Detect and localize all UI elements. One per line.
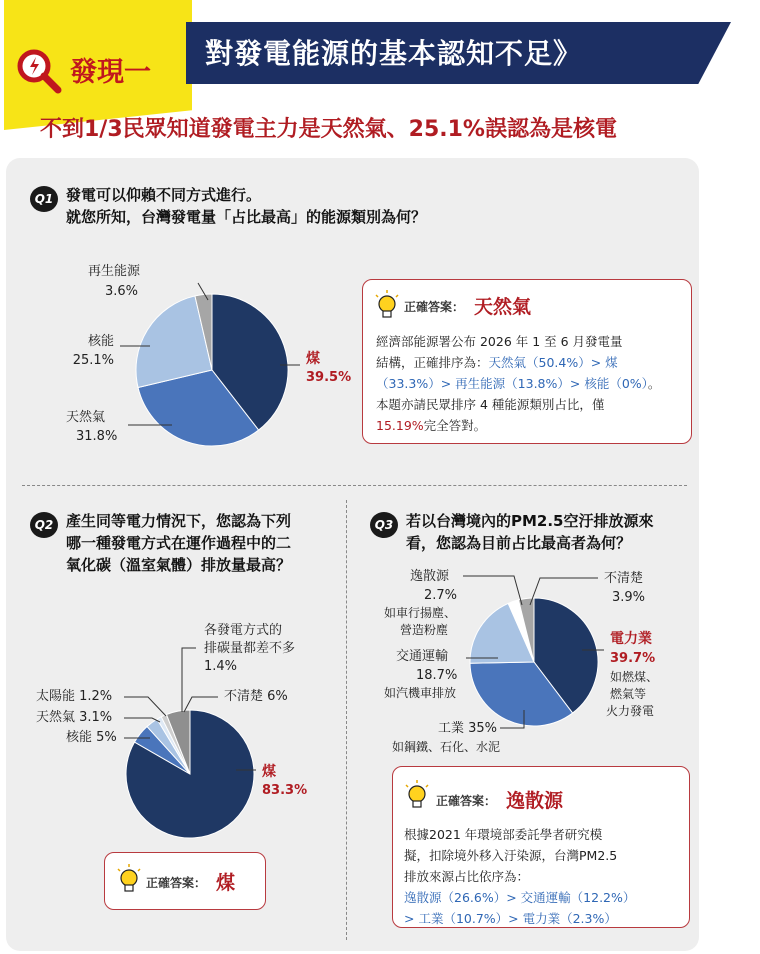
q3-label-fugitive-note1: 如車行揚塵、 bbox=[384, 606, 457, 620]
q3-answer-line4: 逸散源（26.6%）> 交通運輸（12.2%） bbox=[404, 890, 636, 905]
q3-label-power-note2: 燃氣等 bbox=[610, 687, 647, 701]
q2-label-coal-pct: 83.3% bbox=[262, 783, 308, 798]
q2-label-gas: 天然氣 3.1% bbox=[36, 710, 113, 725]
q2-label-same-pct: 1.4% bbox=[204, 659, 238, 674]
q3-label-industry-name: 工業 35% bbox=[438, 721, 498, 736]
q3-label-traffic-note: 如汽機車排放 bbox=[384, 686, 457, 700]
q2-question-line1: 產生同等電力情況下，您認為下列 bbox=[66, 512, 292, 530]
q3-question-line1: 若以台灣境內的PM2.5空汙排放源來 bbox=[406, 512, 654, 530]
q1-answer-line3: （33.3%）> 再生能源（13.8%）> 核能（0%）。 bbox=[376, 376, 661, 391]
q3-answer-body bbox=[404, 824, 684, 929]
q3-label-industry-note: 如鋼鐵、石化、水泥 bbox=[392, 740, 501, 754]
q2-question-line3: 氧化碳（溫室氣體）排放量最高？ bbox=[66, 556, 292, 574]
q1-label-gas-pct: 31.8% bbox=[76, 429, 118, 444]
q2-label-same-line2: 排碳量都差不多 bbox=[204, 641, 296, 656]
q3-answer-line2: 擬，扣除境外移入汙染源，台灣PM2.5 bbox=[404, 848, 618, 863]
q2-badge: Q2 bbox=[30, 512, 58, 538]
q2-question-line2: 哪一種發電方式在運作過程中的二 bbox=[66, 534, 292, 552]
q3-label-power-note3: 火力發電 bbox=[606, 704, 655, 718]
q3-label-traffic-pct: 18.7% bbox=[416, 668, 458, 683]
q2-label-solar: 太陽能 1.2% bbox=[36, 689, 113, 704]
q2-label-coal-name: 煤 bbox=[262, 764, 276, 780]
q3-label-traffic-name: 交通運輸 bbox=[396, 649, 449, 664]
q1-label-renewable-name: 再生能源 bbox=[87, 264, 140, 279]
q3-label-fugitive-pct: 2.7% bbox=[424, 588, 458, 603]
section-divider-vertical bbox=[346, 500, 347, 940]
q3-label-unknown-name: 不清楚 bbox=[604, 571, 644, 586]
q1-label-coal-pct: 39.5% bbox=[306, 370, 352, 385]
q2-label-same-line1: 各發電方式的 bbox=[204, 623, 283, 638]
q1-label-nuclear-pct: 25.1% bbox=[72, 353, 114, 368]
q2-answer-value: 煤 bbox=[216, 872, 236, 894]
q3-answer-prefix: 正確答案： bbox=[436, 794, 497, 808]
lightbulb-icon bbox=[374, 290, 400, 324]
q3-label-power-pct: 39.7% bbox=[610, 651, 656, 666]
q1-answer-body bbox=[376, 331, 686, 436]
q1-answer-line4: 本題亦請民眾排序 4 種能源類別占比，僅 bbox=[376, 397, 605, 412]
q3-leader-fugitive bbox=[463, 576, 522, 605]
q3-label-power-note1: 如燃煤、 bbox=[610, 670, 659, 684]
lightbulb-icon bbox=[116, 864, 142, 898]
q1-answer-line1: 經濟部能源署公布 2026 年 1 至 6 月發電量 bbox=[376, 334, 623, 349]
page-title: 對發電能源的基本認知不足》 bbox=[205, 37, 583, 70]
q2-answer-prefix: 正確答案： bbox=[146, 876, 207, 890]
q3-label-fugitive-note2: 營造粉塵 bbox=[400, 623, 449, 637]
q3-answer-line1: 根據2021 年環境部委託學者研究模 bbox=[404, 827, 603, 842]
q3-label-unknown-pct: 3.9% bbox=[612, 590, 646, 605]
q1-label-gas-name: 天然氣 bbox=[66, 410, 106, 425]
q3-question-line2: 看，您認為目前占比最高者為何？ bbox=[406, 534, 632, 552]
q3-answer-line3: 排放來源占比依序為： bbox=[404, 869, 530, 884]
q2-label-unknown: 不清楚 6% bbox=[224, 689, 288, 704]
q1-question-line1: 發電可以仰賴不同方式進行。 bbox=[66, 186, 262, 204]
q3-answer-line5: > 工業（10.7%）> 電力業（2.3%） bbox=[404, 911, 617, 926]
q1-question-line2: 就您所知，台灣發電量「占比最高」的能源類別為何？ bbox=[66, 208, 427, 226]
q1-label-coal-name: 煤 bbox=[306, 351, 320, 367]
section-divider-horizontal bbox=[22, 485, 687, 486]
q1-label-nuclear-name: 核能 bbox=[87, 334, 114, 349]
lightbulb-icon bbox=[404, 780, 430, 814]
page-subtitle: 不到1/3民眾知道發電主力是天然氣、25.1%誤認為是核電 bbox=[40, 117, 617, 142]
q1-answer-line5: 15.19%完全答對。 bbox=[376, 418, 487, 433]
finding-label: 發現一 bbox=[70, 57, 151, 88]
q1-answer-line2: 結構，正確排序為：天然氣（50.4%）> 煤 bbox=[376, 355, 618, 370]
q3-badge: Q3 bbox=[370, 512, 398, 538]
q3-answer-value: 逸散源 bbox=[506, 790, 564, 812]
q1-answer-prefix: 正確答案： bbox=[404, 300, 465, 314]
q1-answer-value: 天然氣 bbox=[474, 296, 532, 318]
q2-leader-solar bbox=[124, 697, 166, 716]
q3-label-fugitive-name: 逸散源 bbox=[410, 569, 450, 584]
q1-label-renewable-pct: 3.6% bbox=[104, 284, 138, 299]
q2-label-nuclear: 核能 5% bbox=[66, 730, 117, 745]
q1-badge: Q1 bbox=[30, 186, 58, 212]
q3-label-power-name: 電力業 bbox=[610, 631, 652, 647]
